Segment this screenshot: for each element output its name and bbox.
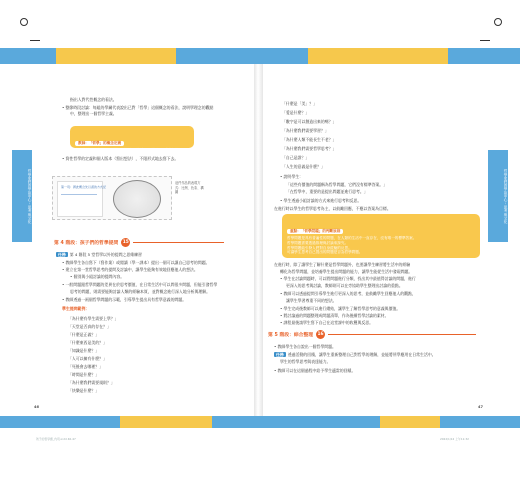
cont-line-2: 轉化為哲學問題，並培養學生提出問題的能力，讓學生能從生活中發現問題。 [280, 269, 413, 274]
crop-mark [30, 40, 40, 41]
callout-tag: 教師：「哲學」的概念定義 [75, 141, 124, 146]
left-side-tab: 哲學家們的學說中心 – 思考與文化 [12, 150, 32, 242]
question-8: 「人生的意義是什麼？」 [282, 164, 325, 169]
task-4 [56, 252, 142, 257]
question-3: 「數字是可以創造出來的嗎？」 [282, 119, 337, 124]
section-5-rule [328, 334, 476, 335]
left-line-4: • 質性哲學的定義和個人版本（寫出想法），不限形式地去寫下去。 [62, 156, 179, 161]
callout2-line-1: 哲學問題是具有普遍性的問題，在人類的生活中一直存在，沒有唯一的標準答案。 [287, 236, 417, 240]
example-5: 「知識是什麼？」 [68, 348, 100, 353]
question-4: 「為什麼我們需要學習？」 [282, 128, 329, 133]
sketch-image [113, 180, 161, 218]
book-gutter [254, 64, 263, 416]
question-1: 「什麼是「美」？」 [282, 101, 318, 106]
example-8: 「時間是什麼？」 [68, 372, 100, 377]
bottom-color-band [0, 416, 520, 428]
cont-line-3: • 學生在討論問題時，可以將問題進行分類，找出其中最值得討論的問題，進行 [280, 276, 416, 281]
section-4-badge: 15 [122, 240, 129, 245]
cont-line-1: 在進行時，除了讓學生了解什麼是哲學問題外，也要讓學生練習將生活中的經驗 [274, 262, 411, 267]
bottom-band-yellow-left [120, 416, 212, 428]
section-4-rule [133, 242, 224, 243]
left-line-1: 指出人對代性概念的看法。 [70, 97, 117, 102]
task-4-text: 第 4 階段 5 堂哲學以外的提問之思維練習 [69, 252, 142, 257]
footer-file-info: 孩子的哲學課_內頁.indd 46-47 [36, 437, 76, 441]
callout2-tag: 重點：「哲學問題」的判斷原則 [287, 229, 343, 234]
question-6: 「為什麼我們需要哲學思考？」 [282, 146, 337, 151]
examples-label: 學生提問範例： [62, 306, 90, 311]
cont-line-5: • 教師可以透過提問引導學生進行更深入的思考，並鼓勵學生回應他人的觀點， [280, 291, 416, 296]
student-artwork-figure [52, 176, 172, 220]
example-6: 「人可以擁有什麼？」 [68, 356, 107, 361]
section-4-title: 第 4 階段：孩子們的哲學提問 [54, 241, 119, 246]
top-color-band [0, 48, 520, 64]
explain-line-2: 「在哲學中，重要的是提出問題並進行思考。」 [286, 189, 368, 194]
callout-text: 在哲學思考活動中，先讓學生透過自己的經驗去發展對哲學的認識。 [75, 148, 183, 152]
right-bullet-3: 在進行時以學生的哲學思考為主，以鼓勵回應，不應以答案為目標。 [274, 206, 391, 211]
cont-line-6: 讓學生學習尊重不同的想法。 [286, 298, 337, 303]
question-2: 「愛是什麼？」 [282, 110, 310, 115]
page-number-left: 46 [34, 405, 40, 409]
section-5-header [268, 330, 476, 339]
section-5-badge: 16 [317, 332, 324, 337]
question-5: 「為什麼人類不能長生不老？」 [282, 137, 337, 142]
question-7: 「自己是誰？」 [282, 155, 310, 160]
example-9: 「為什麼我們需要規則？」 [68, 380, 115, 385]
crop-mark [480, 40, 490, 41]
worksheet-lines [61, 194, 97, 213]
left-s4-line-5: 思考的問題，則需要能夠討論人類的經驗本質，並對概念進行深入地分析與理解。 [70, 289, 211, 294]
task-5-intro: • 教師學生各自說出一個哲學問題。 [274, 344, 336, 349]
cont-line-8: • 將討論過的問題整理成問題清單，作為後續哲學討論的素材。 [280, 313, 389, 318]
explain-line-1: 「這些有價值的問題稱為哲學問題，它們沒有標準答案。」 [286, 182, 388, 187]
example-2: 「天堂是否真的存在？」 [68, 324, 111, 329]
example-4: 「什麼東西是美的？」 [68, 340, 107, 345]
left-line-2: • 整節時段討論：每組的學屬代表說出已對「哲學」這個概念的看法，說明學理念的觀點 [62, 105, 214, 110]
cont-line-9: • 課程最後請學生寫下自己在這堂課中的收穫與反思。 [280, 320, 374, 325]
left-s4-line-6: • 教師透過一兩個哲學問題的示範，引導學生提出具有哲學意義的問題。 [62, 297, 187, 302]
section-4-header [54, 238, 224, 247]
left-line-3: 中，整理出一個哲學主義。 [70, 111, 117, 116]
principle-callout [282, 214, 480, 258]
top-band-yellow-left [56, 48, 176, 64]
callout2-line-3: 哲學問題能引發人們對自身經驗的反思。 [287, 245, 352, 250]
callout2-line-4: 可讓學生思考自己提出的問題是否為哲學問題。 [287, 250, 363, 255]
page-number-right: 47 [478, 405, 484, 409]
task-5-tag: 任務 [276, 352, 284, 357]
explain-intro: • 說明學生： [280, 174, 303, 179]
callout2-line-2: 哲學問題需要透過推理與討論來探究。 [287, 240, 349, 245]
section-5-title: 第 5 階段：綜合整理 [268, 333, 314, 338]
task-4-tag: 任務 [58, 252, 66, 257]
worksheet-title: 第一頁：將此概念先以畫的方式記 [61, 185, 107, 189]
task-5-cont: 學生的哲學思考與表達能力。 [280, 359, 331, 364]
right-side-tab: 哲學家們的學說中心 – 思考與文化 [488, 150, 508, 242]
example-7: 「死後會去哪裡？」 [68, 364, 104, 369]
left-s4-line-3: • 個別與小組討論的提問內容。 [70, 274, 125, 279]
bottom-band-yellow-right [380, 416, 440, 428]
task-5-text: 透過活動的回饋，讓學生重新整理自己對哲學的理解，並能將所學應用在日常生活中。 [287, 352, 436, 357]
cont-line-7: • 學生完成後教師可以進行總結，讓學生了解哲學思考的意義與價值。 [280, 306, 401, 311]
left-s4-line-2: • 建立在第一堂哲學思考的提問及討論中，讓學生能夠有效地回應他人的想法。 [62, 267, 198, 272]
example-1: 「為什麼有學生需要上學？」 [68, 316, 119, 321]
footer-timestamp: 2022/1/12 上午11:32 [440, 437, 469, 441]
figure-caption: 這件作品的表現方式：比例、色彩、構圖 [175, 181, 204, 195]
registration-mark-tr [494, 18, 502, 26]
right-last-line: • 教師可以在這個過程中給予學生適當的回饋。 [274, 368, 356, 373]
worksheet-image [57, 181, 107, 217]
example-3: 「什麼是正義？」 [68, 332, 100, 337]
registration-mark-tl [20, 18, 28, 26]
left-s4-line-4: • 一般問題跟哲學問題的差異在於思考價值，在日常生活中可以問很多問題，但能引發哲學 [62, 282, 218, 287]
concept-callout [70, 126, 194, 152]
left-s4-line-1: • 教師學生各自寫下（寫作業）或閱讀（學一課本）提出一個可以讓自己思考的問題。 [62, 260, 210, 265]
example-10: 「快樂是什麼？」 [68, 388, 100, 393]
task-5 [274, 352, 436, 357]
cont-line-4: 更深入的思考與討論，教師則可以在旁協助學生整理出討論的重點。 [286, 283, 403, 288]
right-bullet-2: • 學生透過小組討論的方式來進行思考和反思。 [280, 198, 362, 203]
top-band-yellow-right [308, 48, 448, 64]
